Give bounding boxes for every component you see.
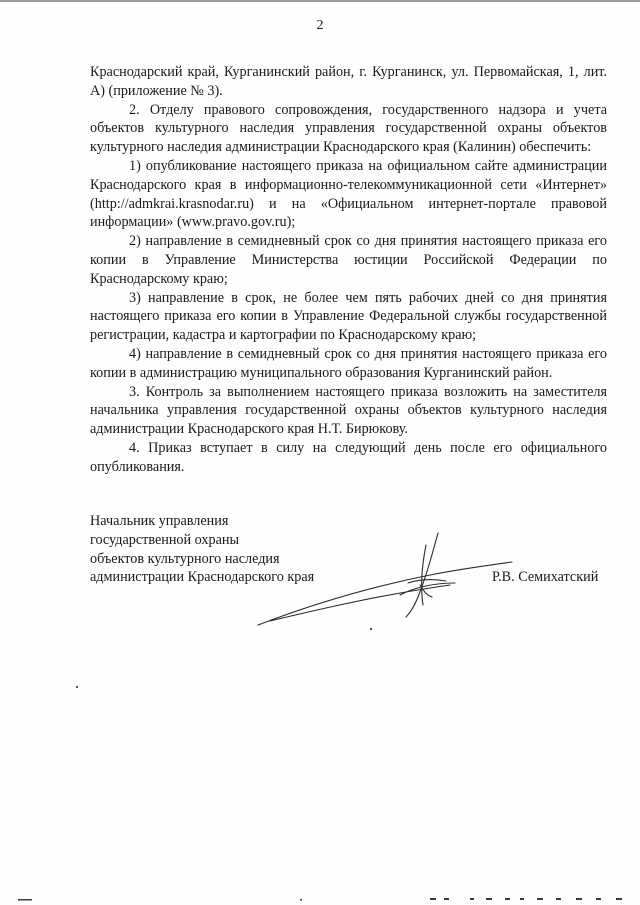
signatory-title-line: администрации Краснодарского края xyxy=(90,569,315,586)
subitem-2-ministry-of-justice: 2) направление в семидневный срок со дня принятия настоящего приказа его копии в Управление Министерства юстиции Российской Федерации по Краснодарскому краю; xyxy=(90,233,607,287)
scan-dot xyxy=(76,686,78,688)
top-scan-border xyxy=(0,0,640,2)
bottom-scan-artifacts xyxy=(0,893,640,905)
signatory-title-line: Начальник управления xyxy=(90,513,229,529)
paragraph-item-4-effective-date: 4. Приказ вступает в силу на следующий день после его официального опубликования. xyxy=(90,439,607,475)
signer-name: Р.В. Семихатский xyxy=(492,569,599,585)
page-number: 2 xyxy=(316,18,324,33)
signatory-title-line: объектов культурного наследия xyxy=(90,550,280,567)
signatory-title-line: государственной охраны xyxy=(90,531,240,548)
paragraph-address-continuation: Краснодарский край, Курганинский район, г. Курганинск, ул. Первомайская, 1, лит. А) (приложение № 3). xyxy=(90,64,607,99)
subitem-4-municipal-administration: 4) направление в семидневный срок со дня принятия настоящего приказа его копии в администрацию муниципального образования Курганинский район. xyxy=(90,345,607,381)
paragraph-item-3-control: 3. Контроль за выполнением настоящего приказа возложить на заместителя начальника управления государственной охраны объектов культурного наследия администрации Краснодарского края Н.Т. Бирюкову. xyxy=(90,383,607,438)
paragraph-item-2: 2. Отделу правового сопровождения, государственного надзора и учета объектов культурного наследия управления государственной охраны объектов культурного наследия администрации Краснодарского края (Калинин) обеспечить: xyxy=(90,101,607,156)
document-body xyxy=(90,63,607,477)
subitem-3-rosreestr: 3) направление в срок, не более чем пять рабочих дней со дня принятия настоящего приказа его копии в Управление Федеральной службы государственной регистрации, кадастра и картографии по Краснодарскому краю; xyxy=(90,289,607,344)
scan-dot xyxy=(370,628,372,630)
handwritten-signature xyxy=(250,525,530,635)
subitem-1-publication: 1) опубликование настоящего приказа на официальном сайте администрации Краснодарского края в информационно-телекоммуникационной сети «Интернет» (http://admkrai.krasnodar.ru) и на «Официальном интернет-портале правовой информации» (www.pravo.gov.ru); xyxy=(90,157,607,231)
